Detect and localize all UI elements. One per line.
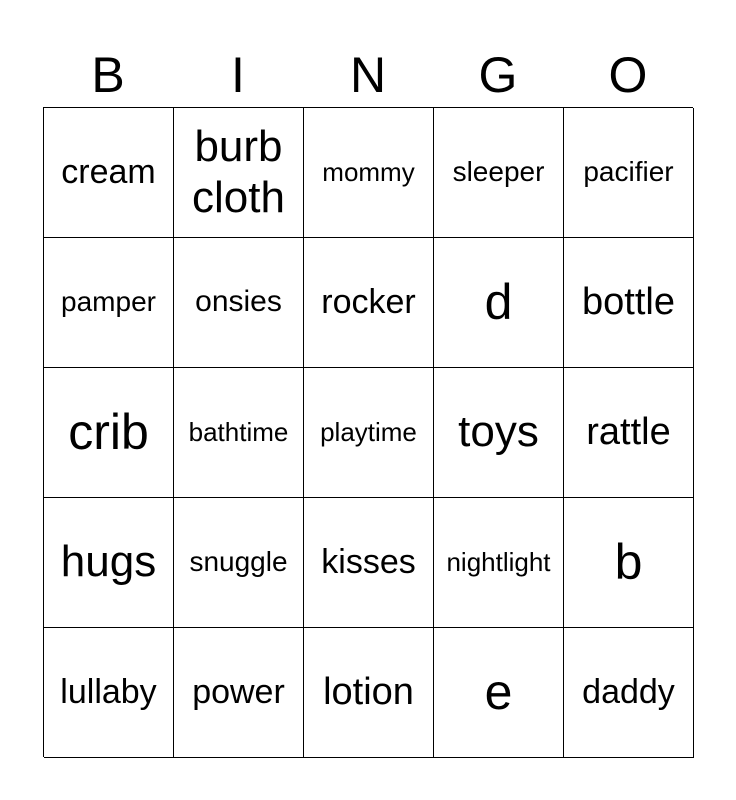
header-letter-b: B xyxy=(91,47,125,103)
bingo-cell[interactable]: hugs xyxy=(44,498,174,628)
bingo-cell[interactable]: kisses xyxy=(304,498,434,628)
bingo-cell[interactable]: toys xyxy=(434,368,564,498)
header-letter-g: G xyxy=(478,47,518,103)
bingo-cell[interactable]: playtime xyxy=(304,368,434,498)
bingo-cell[interactable]: mommy xyxy=(304,108,434,238)
bingo-cell[interactable]: crib xyxy=(44,368,174,498)
header-letter-n: N xyxy=(349,47,387,103)
bingo-cell[interactable]: b xyxy=(564,498,694,628)
bingo-cell[interactable]: sleeper xyxy=(434,108,564,238)
bingo-cell[interactable]: pamper xyxy=(44,238,174,368)
bingo-cell[interactable]: cream xyxy=(44,108,174,238)
bingo-cell[interactable]: burb cloth xyxy=(174,108,304,238)
bingo-header xyxy=(43,42,693,108)
bingo-board xyxy=(43,107,693,757)
bingo-cell[interactable]: e xyxy=(434,628,564,758)
bingo-cell[interactable]: bottle xyxy=(564,238,694,368)
bingo-cell[interactable]: power xyxy=(174,628,304,758)
bingo-cell[interactable]: rocker xyxy=(304,238,434,368)
header-letter-i: I xyxy=(231,47,245,103)
bingo-cell[interactable]: lullaby xyxy=(44,628,174,758)
bingo-cell[interactable]: onsies xyxy=(174,238,304,368)
bingo-cell[interactable]: daddy xyxy=(564,628,694,758)
bingo-cell[interactable]: snuggle xyxy=(174,498,304,628)
bingo-cell[interactable]: d xyxy=(434,238,564,368)
bingo-cell[interactable]: lotion xyxy=(304,628,434,758)
header-letter-o: O xyxy=(608,47,648,103)
bingo-cell[interactable]: pacifier xyxy=(564,108,694,238)
bingo-cell[interactable]: nightlight xyxy=(434,498,564,628)
bingo-cell[interactable]: rattle xyxy=(564,368,694,498)
bingo-cell[interactable]: bathtime xyxy=(174,368,304,498)
